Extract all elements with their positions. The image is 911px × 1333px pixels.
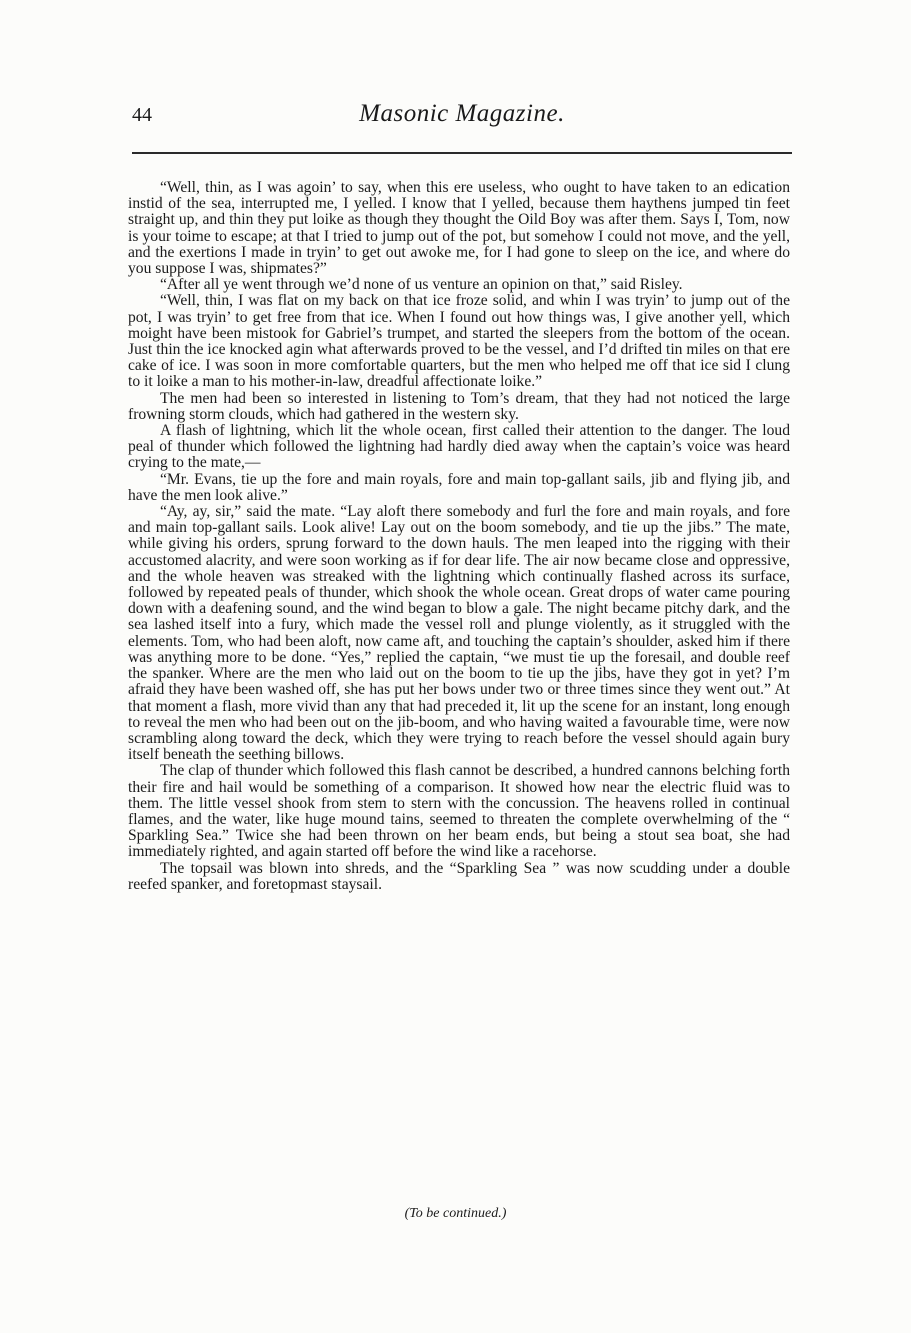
paragraph: “Well, thin, I was flat on my back on that ice froze solid, and whin I was tryin’ to jump out of the pot, I was tryin’ to get free from that ice. When I found out how things was, I give another yell, which moight have been mistook for Gabriel’s trumpet, and started the sleepers from the bottom of the ocean. Just thin the ice knocked agin what afterwards proved to be the vessel, and I’d drifted tin miles on that ere cake of ice. I was soon in more comfortable quarters, but the men who helped me off that ice sid I clung to it loike a man to his mother-in-law, dreadful affectionate loike.” (128, 292, 790, 391)
header-rule (132, 152, 792, 154)
paragraph: “Well, thin, as I was agoin’ to say, when this ere useless, who ought to have taken to an edication instid of the sea, interrupted me, I yelled. I know that I yelled, because them haythens jumped tin feet straight up, and thin they put loike as though they thought the Oild Boy was after them. Says I, Tom, now is your toime to escape; at that I tried to jump out of the pot, but somehow I could not move, and the yell, and the exertions I made in tryin’ to get out awoke me, for I had gone to sleep on the ice, and where do you suppose I was, shipmates?” (128, 179, 790, 278)
paragraph: The clap of thunder which followed this flash cannot be described, a hundred cannons belching forth their fire and hail would be something of a comparison. It showed how near the electric fluid was to them. The little vessel shook from stem to stern with the concussion. The heavens rolled in continual flames, and the water, like huge mound tains, seemed to threaten the complete overwhelming of the “ Sparkling Sea.” Twice she had been thrown on her beam ends, but being a stout sea boat, she had immediately righted, and again started off before the wind like a racehorse. (128, 762, 790, 861)
paragraph: The men had been so interested in listening to Tom’s dream, that they had not noticed the large frowning storm clouds, which had gathered in the western sky. (128, 389, 790, 423)
paragraph: “Mr. Evans, tie up the fore and main royals, fore and main top-gallant sails, jib and flying jib, and have the men look alive.” (128, 470, 790, 504)
paragraph: A flash of lightning, which lit the whole ocean, first called their attention to the danger. The loud peal of thunder which followed the lightning had hardly died away when the captain’s voice was heard crying to the mate,— (128, 422, 790, 472)
article-body (128, 180, 790, 893)
paragraph: The topsail was blown into shreds, and the “Sparkling Sea ” was now scudding under a double reefed spanker, and foretopmast staysail. (128, 859, 790, 893)
paragraph: “After all ye went through we’d none of us venture an opinion on that,” said Risley. (160, 276, 683, 294)
page-header (132, 100, 792, 140)
continued-note: (To be continued.) (404, 1206, 507, 1221)
paragraph: “Ay, ay, sir,” said the mate. “Lay aloft there somebody and furl the fore and main royals, and fore and main top-gallant sails. Look alive! Lay out on the boom somebody, and tie up the jibs.” The mate, while giving his orders, sprung forward to the down hauls. The men leaped into the rigging with their accustomed alacrity, and were soon working as if for dear life. The air now became close and oppressive, and the whole heaven was streaked with the lightning which continually flashed across its surface, followed by repeated peals of thunder, which shook the whole ocean. Great drops of water came pouring down with a deafening sound, and the wind began to blow a gale. The night became pitchy dark, and the sea lashed itself into a fury, which made the vessel roll and plunge violently, as it struggled with the elements. Tom, who had been aloft, now came aft, and touching the captain’s shoulder, asked him if there was anything more to be done. “Yes,” replied the captain, “we must tie up the foresail, and double reef the spanker. Where are the men who laid out on the boom to tie up the jibs, have they got in yet? I’m afraid they have been washed off, she has put her bows under two or three times since they went out.” At that moment a flash, more vivid than any that had preceded it, lit up the scene for an instant, long enough to reveal the men who had been out on the jib-boom, and who having waited a favourable time, were now scrambling along toward the deck, which they were trying to reach before the vessel should again bury itself beneath the seething billows. (128, 503, 790, 764)
page-number: 44 (132, 104, 152, 126)
running-title: Masonic Magazine. (359, 100, 565, 127)
